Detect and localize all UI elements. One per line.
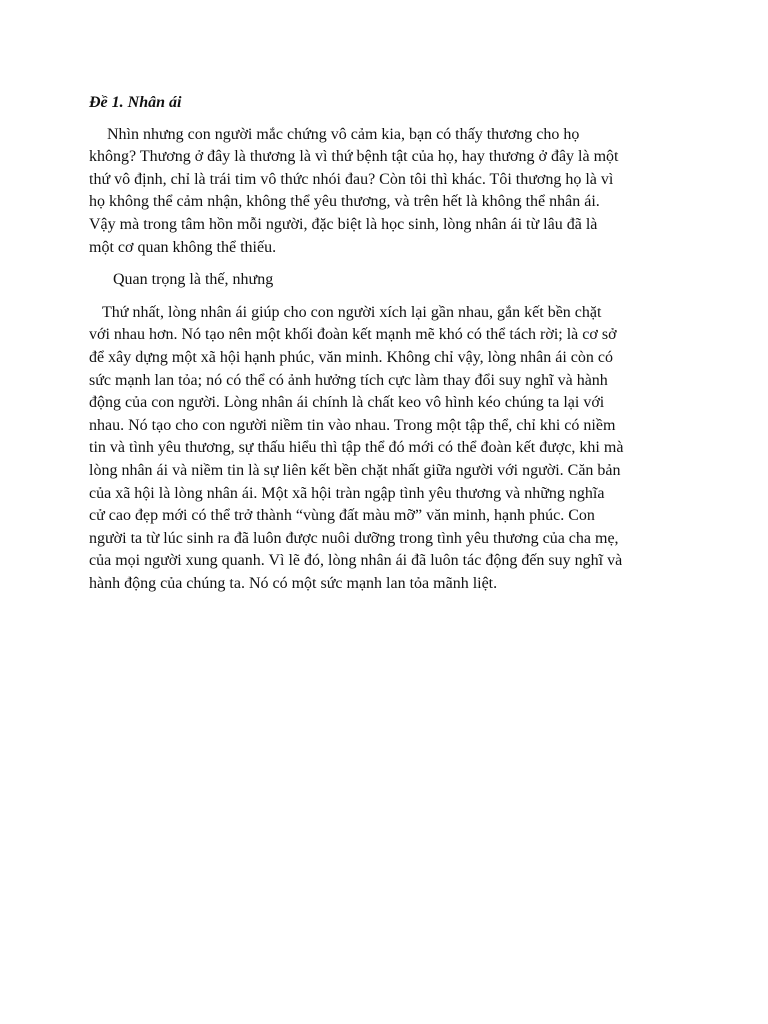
paragraph xyxy=(89,302,689,596)
paragraph-line: không? Thương ở đây là thương là vì thứ bệnh tật của họ, hay thương ở đây là một xyxy=(89,148,619,166)
paragraph-line: Nhìn nhưng con người mắc chứng vô cảm kia, bạn có thấy thương cho họ xyxy=(107,125,580,143)
document-heading: Đề 1. Nhân ái xyxy=(89,94,182,111)
paragraph-line: để xây dựng một xã hội hạnh phúc, văn minh. Không chỉ vậy, lòng nhân ái còn có xyxy=(89,348,613,366)
paragraph-line: Thứ nhất, lòng nhân ái giúp cho con người xích lại gần nhau, gắn kết bền chặt xyxy=(102,303,602,321)
paragraph-line: sức mạnh lan tỏa; nó có thể có ảnh hưởng tích cực làm thay đổi suy nghĩ và hành xyxy=(89,371,608,389)
paragraph-line: động của con người. Lòng nhân ái chính là chất keo vô hình kéo chúng ta lại với xyxy=(89,394,605,412)
paragraph-list xyxy=(89,124,689,596)
paragraph-line: hành động của chúng ta. Nó có một sức mạnh lan tỏa mãnh liệt. xyxy=(89,574,498,592)
paragraph-line: họ không thể cảm nhận, không thể yêu thương, và trên hết là không thể nhân ái. xyxy=(89,193,600,211)
paragraph-line: người ta từ lúc sinh ra đã luôn được nuôi dưỡng trong tình yêu thương của cha mẹ, xyxy=(89,529,619,547)
paragraph-line: nhau. Nó tạo cho con người niềm tin vào nhau. Trong một tập thể, chỉ khi có niềm xyxy=(89,416,616,434)
paragraph-line: một cơ quan không thể thiếu. xyxy=(89,238,277,256)
paragraph xyxy=(89,124,689,260)
paragraph-line: lòng nhân ái và niềm tin là sự liên kết bền chặt nhất giữa người với người. Căn bản xyxy=(89,461,621,479)
document-body xyxy=(89,92,689,605)
paragraph-line: thứ vô định, chỉ là trái tim vô thức nhói đau? Còn tôi thì khác. Tôi thương họ là vì xyxy=(89,170,614,188)
paragraph-line: cử cao đẹp mới có thể trở thành “vùng đất màu mỡ” văn minh, hạnh phúc. Con xyxy=(89,507,595,525)
paragraph-line: của mọi người xung quanh. Vì lẽ đó, lòng nhân ái đã luôn tác động đến suy nghĩ và xyxy=(89,552,623,570)
paragraph-line: tin và tình yêu thương, sự thấu hiểu thì tập thể đó mới có thể đoàn kết được, khi mà xyxy=(89,439,624,457)
paragraph-line: Vậy mà trong tâm hồn mỗi người, đặc biệt là học sinh, lòng nhân ái từ lâu đã là xyxy=(89,215,598,233)
paragraph-line: của xã hội là lòng nhân ái. Một xã hội tràn ngập tình yêu thương và những nghĩa xyxy=(89,484,605,502)
paragraph xyxy=(89,269,689,292)
paragraph-line: với nhau hơn. Nó tạo nên một khối đoàn kết mạnh mẽ khó có thể tách rời; là cơ sở xyxy=(89,326,617,344)
paragraph-line: Quan trọng là thế, nhưng xyxy=(113,271,274,289)
